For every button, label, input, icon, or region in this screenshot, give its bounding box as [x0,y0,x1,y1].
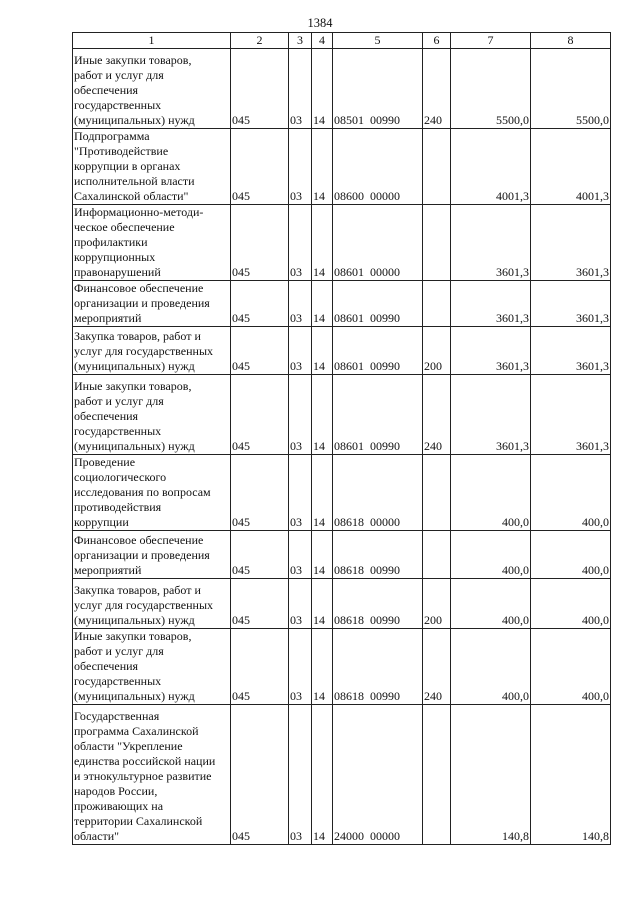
cell-text: 3601,3 [496,265,529,279]
cell-text: 240 [424,439,442,453]
cell-text: 200 [424,359,442,373]
cell-text: 240 [424,113,442,127]
cell-text: 14 [313,563,325,577]
cell-text: 045 [232,689,250,703]
cell-text: 14 [313,515,325,529]
row-amount-cell [451,629,531,705]
cell-text: 08618 00000 [334,515,400,529]
column-header: 1 [73,33,231,49]
row-section-cell [289,531,312,579]
column-header: 2 [231,33,289,49]
cell-text: Подпрограмма "Противодействие коррупции в органах исполнительной власти Сахалинской области" [74,129,195,203]
row-amount-cell [451,205,531,281]
column-header: 5 [333,33,423,49]
cell-text: 045 [232,359,250,373]
column-header: 8 [531,33,611,49]
cell-text: 08601 00990 [334,359,400,373]
cell-text: 045 [232,439,250,453]
row-subsection-cell [312,49,333,129]
row-code-cell [231,205,289,281]
table-row [73,531,611,579]
cell-text: 4001,3 [496,189,529,203]
cell-text: 400,0 [502,689,529,703]
cell-text: 3601,3 [496,439,529,453]
row-code-cell [231,629,289,705]
table-row [73,579,611,629]
cell-text: Информационно-методи- ческое обеспечение профилактики коррупционных правонарушений [74,205,204,279]
row-subsection-cell [312,455,333,531]
row-section-cell [289,327,312,375]
row-amount-cell [451,531,531,579]
row-section-cell [289,705,312,845]
row-subsection-cell [312,205,333,281]
row-expense-type-cell [423,375,451,455]
row-section-cell [289,129,312,205]
table-row [73,629,611,705]
row-subsection-cell [312,579,333,629]
row-amount-cell [531,705,611,845]
row-target-article-cell [333,327,423,375]
row-target-article-cell [333,49,423,129]
cell-text: 200 [424,613,442,627]
cell-text: 03 [290,113,302,127]
row-expense-type-cell [423,49,451,129]
row-amount-cell [531,375,611,455]
row-subsection-cell [312,629,333,705]
row-subsection-cell [312,705,333,845]
cell-text: 08501 00990 [334,113,400,127]
cell-text: Закупка товаров, работ и услуг для государственных (муниципальных) нужд [74,329,214,373]
row-code-cell [231,531,289,579]
cell-text: Закупка товаров, работ и услуг для государственных (муниципальных) нужд [74,583,214,627]
budget-table [72,32,611,845]
row-expense-type-cell [423,205,451,281]
row-code-cell [231,49,289,129]
row-subsection-cell [312,375,333,455]
cell-text: 14 [313,265,325,279]
cell-text: 03 [290,563,302,577]
row-amount-cell [531,205,611,281]
row-amount-cell [451,327,531,375]
cell-text: 08601 00000 [334,265,400,279]
column-header: 6 [423,33,451,49]
row-amount-cell [451,281,531,327]
row-expense-type-cell [423,705,451,845]
row-expense-type-cell [423,579,451,629]
cell-text: 14 [313,359,325,373]
row-expense-type-cell [423,281,451,327]
row-name-cell [73,579,231,629]
cell-text: 400,0 [502,613,529,627]
cell-text: 08618 00990 [334,689,400,703]
row-amount-cell [531,327,611,375]
cell-text: 5500,0 [576,113,609,127]
row-target-article-cell [333,129,423,205]
cell-text: 400,0 [582,689,609,703]
row-expense-type-cell [423,455,451,531]
cell-text: 3601,3 [576,439,609,453]
cell-text: 08601 00990 [334,439,400,453]
cell-text: 140,8 [582,829,609,843]
row-amount-cell [451,579,531,629]
cell-text: 240 [424,689,442,703]
row-amount-cell [451,129,531,205]
row-target-article-cell [333,455,423,531]
row-amount-cell [531,49,611,129]
cell-text: 03 [290,829,302,843]
row-amount-cell [531,579,611,629]
cell-text: 03 [290,613,302,627]
cell-text: 4001,3 [576,189,609,203]
row-name-cell [73,629,231,705]
cell-text: 03 [290,359,302,373]
row-expense-type-cell [423,129,451,205]
row-code-cell [231,455,289,531]
row-code-cell [231,375,289,455]
row-target-article-cell [333,629,423,705]
cell-text: 400,0 [582,613,609,627]
cell-text: Финансовое обеспечение организации и проведения мероприятий [74,533,210,577]
cell-text: 140,8 [502,829,529,843]
cell-text: 03 [290,439,302,453]
row-code-cell [231,327,289,375]
row-amount-cell [531,531,611,579]
cell-text: 3601,3 [496,311,529,325]
table-row [73,327,611,375]
table-row [73,705,611,845]
header-row [73,33,611,49]
cell-text: Проведение социологического исследования по вопросам противодействия коррупции [74,455,211,529]
cell-text: Иные закупки товаров, работ и услуг для обеспечения государственных (муниципальных) нужд [74,53,195,127]
row-code-cell [231,705,289,845]
row-target-article-cell [333,531,423,579]
cell-text: 400,0 [582,515,609,529]
cell-text: 08618 00990 [334,613,400,627]
cell-text: 045 [232,311,250,325]
column-header: 3 [289,33,312,49]
row-name-cell [73,49,231,129]
cell-text: 03 [290,189,302,203]
row-target-article-cell [333,281,423,327]
table-row [73,205,611,281]
cell-text: 045 [232,829,250,843]
cell-text: 14 [313,311,325,325]
row-name-cell [73,375,231,455]
row-name-cell [73,205,231,281]
row-section-cell [289,579,312,629]
table-row [73,455,611,531]
row-amount-cell [531,281,611,327]
row-name-cell [73,455,231,531]
cell-text: 400,0 [502,563,529,577]
column-header: 7 [451,33,531,49]
cell-text: 08601 00990 [334,311,400,325]
row-name-cell [73,129,231,205]
row-expense-type-cell [423,531,451,579]
cell-text: Государственная программа Сахалинской области "Укрепление единства российской нации и этнокультурное развитие народов России, проживающих на территории Сахалинской области" [74,709,216,843]
cell-text: 045 [232,265,250,279]
row-target-article-cell [333,579,423,629]
cell-text: 045 [232,189,250,203]
page-number: 1384 [307,16,333,30]
cell-text: 14 [313,113,325,127]
cell-text: 045 [232,613,250,627]
cell-text: 3601,3 [576,359,609,373]
cell-text: 400,0 [502,515,529,529]
cell-text: 08618 00990 [334,563,400,577]
row-section-cell [289,375,312,455]
table-body [73,49,611,845]
cell-text: 045 [232,515,250,529]
cell-text: 3601,3 [576,311,609,325]
cell-text: 400,0 [582,563,609,577]
row-subsection-cell [312,531,333,579]
cell-text: 5500,0 [496,113,529,127]
table-row [73,281,611,327]
cell-text: Иные закупки товаров, работ и услуг для обеспечения государственных (муниципальных) нужд [74,379,195,453]
row-subsection-cell [312,129,333,205]
row-subsection-cell [312,327,333,375]
row-section-cell [289,455,312,531]
cell-text: Финансовое обеспечение организации и проведения мероприятий [74,281,210,325]
cell-text: 03 [290,265,302,279]
row-target-article-cell [333,205,423,281]
cell-text: 3601,3 [496,359,529,373]
cell-text: 14 [313,613,325,627]
row-amount-cell [451,705,531,845]
row-name-cell [73,705,231,845]
row-expense-type-cell [423,629,451,705]
row-target-article-cell [333,375,423,455]
row-amount-cell [531,455,611,531]
row-target-article-cell [333,705,423,845]
row-section-cell [289,205,312,281]
cell-text: 14 [313,189,325,203]
cell-text: 03 [290,689,302,703]
table-row [73,49,611,129]
table-row [73,375,611,455]
row-section-cell [289,49,312,129]
row-amount-cell [451,375,531,455]
cell-text: 03 [290,515,302,529]
row-name-cell [73,281,231,327]
row-code-cell [231,579,289,629]
row-amount-cell [451,49,531,129]
row-subsection-cell [312,281,333,327]
row-code-cell [231,129,289,205]
cell-text: 14 [313,439,325,453]
table-row [73,129,611,205]
row-amount-cell [531,629,611,705]
cell-text: 14 [313,829,325,843]
row-amount-cell [451,455,531,531]
cell-text: Иные закупки товаров, работ и услуг для обеспечения государственных (муниципальных) нужд [74,629,195,703]
cell-text: 24000 00000 [334,829,400,843]
row-section-cell [289,281,312,327]
row-name-cell [73,531,231,579]
row-section-cell [289,629,312,705]
cell-text: 3601,3 [576,265,609,279]
row-name-cell [73,327,231,375]
cell-text: 14 [313,689,325,703]
cell-text: 045 [232,563,250,577]
row-amount-cell [531,129,611,205]
row-code-cell [231,281,289,327]
column-header: 4 [312,33,333,49]
cell-text: 08600 00000 [334,189,400,203]
cell-text: 03 [290,311,302,325]
row-expense-type-cell [423,327,451,375]
cell-text: 045 [232,113,250,127]
